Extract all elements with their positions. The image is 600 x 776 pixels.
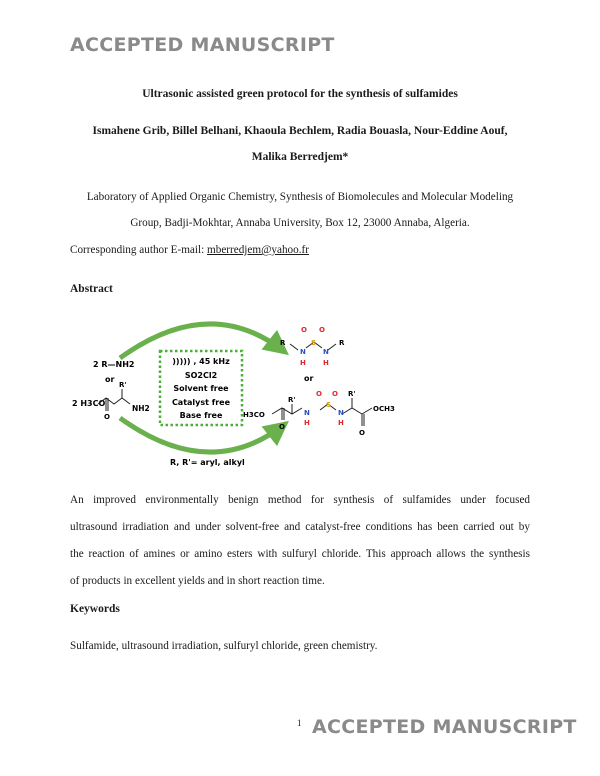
svg-text:N: N — [323, 348, 329, 356]
keywords-text: Sulfamide, ultrasound irradiation, sulfuryl chloride, green chemistry. — [70, 640, 378, 652]
top-arrow — [120, 324, 285, 358]
affiliation-line-1: Laboratory of Applied Organic Chemistry, Synthesis of Biomolecules and Molecular Modeling — [86, 191, 514, 203]
svg-text:O: O — [319, 326, 325, 334]
svg-text:O: O — [279, 423, 285, 431]
svg-text:H3CO: H3CO — [243, 411, 265, 419]
svg-text:R: R — [339, 339, 345, 347]
svg-text:H: H — [338, 419, 344, 427]
corresponding-label: Corresponding author E-mail: — [70, 244, 208, 256]
svg-text:S: S — [326, 401, 332, 409]
svg-text:O: O — [301, 326, 307, 334]
svg-text:R': R' — [288, 396, 296, 404]
corresponding-email-link[interactable]: mberredjem@yahoo.fr — [207, 244, 309, 256]
abstract-heading: Abstract — [70, 283, 113, 295]
svg-text:O: O — [316, 390, 322, 398]
svg-text:OCH3: OCH3 — [373, 405, 395, 413]
svg-text:O: O — [359, 429, 365, 437]
watermark-bottom: ACCEPTED MANUSCRIPT — [312, 716, 577, 738]
svg-text:H: H — [323, 359, 329, 367]
corresponding-author — [70, 244, 309, 256]
condition-solvent: Solvent free — [173, 384, 229, 393]
condition-base: Base free — [179, 411, 223, 420]
abstract-line-1: An improved environmentally benign method for synthesis of sulfamides under focused — [70, 494, 530, 506]
svg-text:O: O — [104, 413, 110, 421]
reaction-scheme — [60, 318, 540, 478]
svg-text:R': R' — [348, 390, 356, 398]
bottom-arrow — [120, 418, 285, 452]
product-or: or — [304, 374, 314, 383]
abstract-line-4: of products in excellent yields and in short reaction time. — [70, 575, 325, 587]
authors-line-1: Ismahene Grib, Billel Belhani, Khaoula Bechlem, Radia Bouasla, Nour-Eddine Aouf, — [92, 125, 508, 137]
reactant-ester: 2 H3CO — [72, 399, 106, 408]
page-number: 1 — [297, 718, 302, 728]
svg-text:NH2: NH2 — [132, 404, 150, 413]
reactant-or: or — [105, 375, 115, 384]
paper-title: Ultrasonic assisted green protocol for the synthesis of sulfamides — [142, 88, 458, 100]
svg-text:S: S — [311, 339, 317, 347]
svg-text:R: R — [280, 339, 286, 347]
bis-ester-sulfamide-product — [272, 398, 372, 426]
authors-line-2: Malika Berredjem* — [251, 151, 349, 163]
abstract-line-3: the reaction of amines or amino esters with sulfuryl chloride. This approach allows the synthesis — [70, 548, 530, 560]
abstract-line-2: ultrasound irradiation and under solvent-free and catalyst-free conditions has been carried out by — [70, 521, 530, 533]
keywords-heading: Keywords — [70, 603, 120, 615]
condition-catalyst: Catalyst free — [171, 398, 231, 407]
svg-text:N: N — [338, 409, 344, 417]
scheme-footnote: R, R'= aryl, alkyl — [170, 458, 245, 467]
affiliation-line-2: Group, Badji-Mokhtar, Annaba University, Box 12, 23000 Annaba, Algeria. — [130, 217, 470, 229]
svg-text:H: H — [304, 419, 310, 427]
svg-text:H: H — [300, 359, 306, 367]
condition-ultrasound: ))))) , 45 kHz — [172, 357, 230, 366]
svg-text:R': R' — [119, 381, 127, 389]
watermark-top: ACCEPTED MANUSCRIPT — [70, 34, 335, 56]
condition-reagent: SO2Cl2 — [184, 371, 218, 380]
reactant-amine: 2 R—NH2 — [93, 360, 135, 369]
svg-text:N: N — [300, 348, 306, 356]
svg-text:O: O — [332, 390, 338, 398]
svg-text:N: N — [304, 409, 310, 417]
